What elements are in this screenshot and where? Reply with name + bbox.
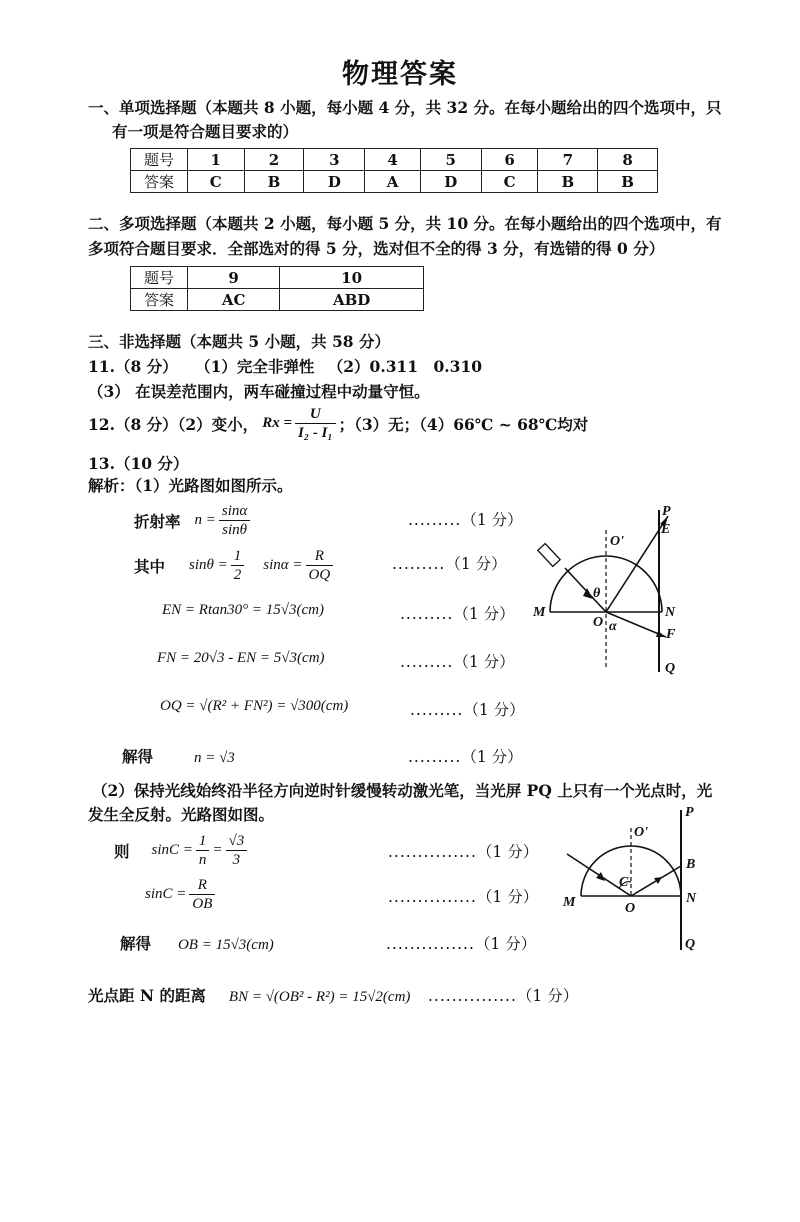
eq-sinc2-lhs: sinC = <box>145 886 187 902</box>
dots: ............... <box>428 987 517 1005</box>
score-5 <box>410 698 525 720</box>
table-cell: D <box>420 171 481 193</box>
table-cell: 2 <box>244 149 304 171</box>
numerator: sinα <box>219 502 250 521</box>
label-p: P <box>685 806 694 820</box>
q11-part1: （1）完全非弹性 <box>195 357 315 376</box>
eq-sin-alpha-lhs: sinα = <box>263 557 303 573</box>
section3-heading: 三、非选择题（本题共 5 小题，共 58 分） <box>88 332 390 351</box>
eq-sin-theta-fraction <box>231 547 245 584</box>
q11-line1 <box>88 355 482 377</box>
table-cell: 10 <box>280 267 424 289</box>
score: （1 分） <box>476 888 539 906</box>
arrow-refracted <box>656 631 666 637</box>
numerator: R <box>306 547 334 566</box>
eq-n-lhs: n = <box>194 512 216 528</box>
table-row <box>131 171 658 193</box>
score-10 <box>428 984 578 1006</box>
eq-bn: BN = √(OB² - R²) = 15√2(cm) <box>228 989 411 1005</box>
eq-sinc-2 <box>145 876 218 913</box>
label-e: E <box>661 522 671 537</box>
q13-heading: 13.（10 分） <box>88 454 189 473</box>
section2-answer-table <box>130 266 424 311</box>
label-where: 其中 <box>134 556 166 576</box>
table-cell: AC <box>188 289 280 311</box>
table-cell: 7 <box>538 149 598 171</box>
dots: ......... <box>392 555 446 573</box>
table-cell: 6 <box>481 149 538 171</box>
q12-denominator: I₂ - I₁ <box>298 425 333 441</box>
eq-oq: OQ = √(R² + FN²) = √300(cm) <box>160 698 349 714</box>
q11-part2: （2）0.311 <box>327 357 419 376</box>
q12-suffix: ；（3）无；（4）66℃ ~ 68℃均对 <box>338 414 589 434</box>
score: （1 分） <box>453 605 515 623</box>
eq-ob: OB = 15√3(cm) <box>177 937 274 953</box>
eq-n-result: n = √3 <box>193 750 235 766</box>
q12-prefix: 12.（8 分）（2）变小， <box>88 414 259 434</box>
eq-n-fraction <box>219 502 250 539</box>
table-cell: 4 <box>365 149 420 171</box>
eq-sinc1-fraction2 <box>226 832 248 869</box>
dots: ............... <box>388 843 477 861</box>
arrow-reflected <box>654 877 662 884</box>
table-cell: B <box>598 171 658 193</box>
optical-diagram-1 <box>525 500 700 685</box>
eq-sin-alpha-fraction <box>306 547 334 584</box>
eq-where <box>134 547 336 584</box>
score-4 <box>400 650 515 672</box>
label-o-prime: O' <box>634 825 648 840</box>
eq-refraction-index <box>134 502 253 539</box>
numerator: 1 <box>196 832 210 851</box>
label-distance: 光点距 N 的距离 <box>88 986 206 1005</box>
dots: ......... <box>400 605 454 623</box>
label-solve: 解得 <box>120 934 152 953</box>
table-cell: D <box>304 171 365 193</box>
score: （1 分） <box>461 511 523 529</box>
score-2 <box>392 552 507 574</box>
label-q: Q <box>665 661 676 676</box>
table-row <box>131 267 424 289</box>
score-3 <box>400 602 515 624</box>
score-9 <box>386 932 536 954</box>
numerator: 1 <box>231 547 245 566</box>
denominator: sinθ <box>222 522 248 538</box>
table-cell: ABD <box>280 289 424 311</box>
label-o-prime: O' <box>610 534 624 549</box>
label-solve: 解得 <box>122 747 154 766</box>
section2-heading-line1: 二、多项选择题（本题共 2 小题，每小题 5 分，共 10 分。在每小题给出的四个选项中，有 <box>88 214 722 233</box>
dots: ............... <box>386 935 475 953</box>
label-c: C <box>619 875 629 890</box>
score: （1 分） <box>474 935 537 953</box>
label-theta: θ <box>593 586 601 601</box>
numerator: R <box>189 876 215 895</box>
eq-bn-line <box>88 984 410 1006</box>
table-cell: B <box>244 171 304 193</box>
label-p: P <box>662 504 671 519</box>
table-cell: C <box>188 171 245 193</box>
table-cell: C <box>481 171 538 193</box>
denominator: OB <box>192 896 213 912</box>
label-b: B <box>686 857 696 872</box>
page-title: 物理答案 <box>342 59 458 90</box>
score: （1 分） <box>476 843 539 861</box>
section1-answer-table <box>130 148 658 193</box>
row-label-number: 题号 <box>131 149 188 171</box>
eq-fn: FN = 20√3 - EN = 5√3(cm) <box>157 650 325 666</box>
eq-en: EN = Rtan30° = 15√3(cm) <box>162 602 324 618</box>
table-cell: 3 <box>304 149 365 171</box>
q11-prefix: 11.（8 分） <box>88 357 178 376</box>
label-refraction: 折射率 <box>134 511 181 531</box>
eq-n-result-line <box>122 745 235 767</box>
dots: ......... <box>410 701 464 719</box>
label-f: F <box>666 627 676 642</box>
dots: ............... <box>388 888 477 906</box>
q12-line <box>88 405 588 442</box>
score-7 <box>388 840 538 862</box>
eq-sin-theta-lhs: sinθ = <box>189 557 228 573</box>
equals: = <box>212 842 223 858</box>
numerator: √3 <box>226 832 248 851</box>
denominator: OQ <box>308 567 331 583</box>
label-m: M <box>533 605 546 620</box>
score-8 <box>388 885 538 907</box>
table-cell: 8 <box>598 149 658 171</box>
denominator: 3 <box>232 852 241 868</box>
dots: ......... <box>400 653 454 671</box>
eq-ob-line <box>120 932 274 954</box>
q12-fraction <box>295 405 336 442</box>
table-cell: A <box>365 171 420 193</box>
eq-sinc1-fraction1 <box>196 832 210 869</box>
section2-heading-line2: 多项符合题目要求．全部选对的得 5 分，选对但不全的得 3 分，有选错的得 0 分） <box>88 239 665 258</box>
score-1 <box>408 508 523 530</box>
q11-part3: 0.310 <box>433 357 483 376</box>
label-n: N <box>686 891 697 906</box>
dots: ......... <box>408 511 462 529</box>
row-label-answer: 答案 <box>131 289 188 311</box>
eq-sinc2-fraction <box>189 876 215 913</box>
label-then: 则 <box>114 841 130 861</box>
score: （1 分） <box>453 653 515 671</box>
score-6 <box>408 745 523 767</box>
label-alpha: α <box>609 619 617 634</box>
table-cell: 5 <box>420 149 481 171</box>
row-label-answer: 答案 <box>131 171 188 193</box>
eq-sinc-1 <box>114 832 250 869</box>
section1-heading-line1: 一、单项选择题（本题共 8 小题，每小题 4 分，共 32 分。在每小题给出的四个选项中，只 <box>88 98 722 117</box>
laser-pen <box>538 544 560 567</box>
row-label-number: 题号 <box>131 267 188 289</box>
label-o: O <box>625 901 636 916</box>
table-cell: 9 <box>188 267 280 289</box>
label-m: M <box>563 895 576 910</box>
q11-line2: （3） 在误差范围内，两车碰撞过程中动量守恒。 <box>88 382 430 401</box>
q12-rx: Rx = <box>262 415 292 431</box>
table-row <box>131 289 424 311</box>
label-n: N <box>665 605 676 620</box>
table-cell: 1 <box>188 149 245 171</box>
q13-analysis: 解析：（1）光路图如图所示。 <box>88 476 293 495</box>
label-o: O <box>593 615 604 630</box>
table-cell: B <box>538 171 598 193</box>
label-q: Q <box>685 937 696 952</box>
optical-diagram-2 <box>555 806 705 956</box>
score: （1 分） <box>461 748 523 766</box>
dots: ......... <box>408 748 462 766</box>
denominator: 2 <box>233 567 242 583</box>
q12-numerator: U <box>295 405 336 424</box>
table-row <box>131 149 658 171</box>
part2-line1: （2）保持光线始终沿半径方向逆时针缓慢转动激光笔，当光屏 PQ 上只有一个光点时，光 <box>92 781 713 800</box>
score: （1 分） <box>516 987 579 1005</box>
score: （1 分） <box>445 555 507 573</box>
section1-heading-line2: 有一项是符合题目要求的） <box>112 122 299 141</box>
score: （1 分） <box>463 701 525 719</box>
eq-sinc1-lhs: sinC = <box>151 842 193 858</box>
part2-line2: 发生全反射。光路图如图。 <box>88 805 275 824</box>
denominator: n <box>198 852 207 868</box>
